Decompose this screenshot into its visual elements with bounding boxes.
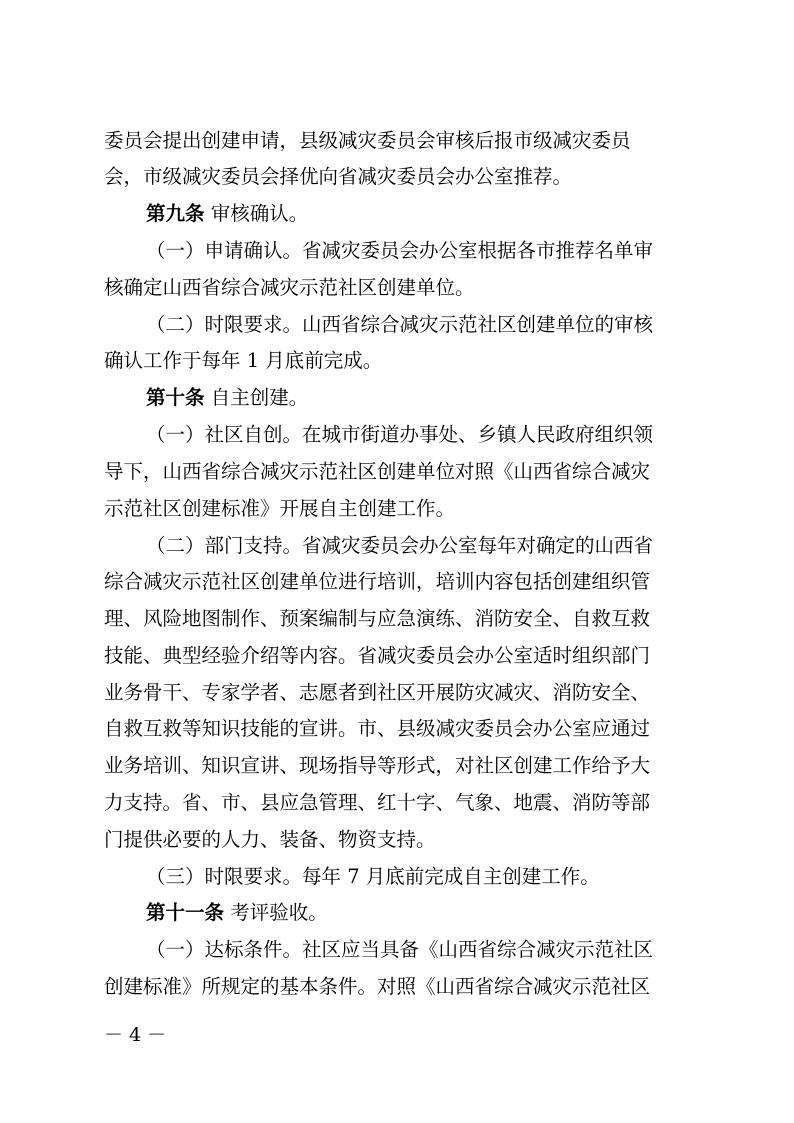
text-line (104, 455, 794, 489)
text-line (104, 749, 794, 783)
text-line (104, 492, 794, 526)
text-line (146, 933, 794, 967)
text-line (104, 786, 794, 820)
line-text: 业务培训、知识宣讲、现场指导等形式，对社区创建工作给予大 (104, 754, 651, 777)
line-text: 力支持。省、市、县应急管理、红十字、气象、地震、消防等部 (104, 791, 651, 814)
text-line (104, 676, 794, 710)
text-line (104, 602, 794, 636)
text-line (104, 124, 794, 158)
line-text: 门提供必要的人力、装备、物资支持。 (104, 828, 436, 851)
line-text: （一）申请确认。省减灾委员会办公室根据各市推荐名单审 (146, 239, 654, 262)
text-line (104, 970, 794, 1004)
line-text: 委员会提出创建申请，县级减灾委员会审核后报市级减灾委员 (104, 129, 631, 152)
text-line (104, 639, 794, 673)
line-text: 会，市级减灾委员会择优向省减灾委员会办公室推荐。 (104, 165, 573, 188)
article-title: 审核确认。 (210, 202, 309, 225)
text-line (104, 565, 794, 599)
line-text: 核确定山西省综合减灾示范社区创建单位。 (104, 276, 475, 299)
page-number: － 4 － (104, 1024, 167, 1046)
article-number: 第十一条 (146, 901, 225, 924)
line-text: （二）部门支持。省减灾委员会办公室每年对确定的山西省 (146, 534, 654, 557)
line-text: 示范社区创建标准》开展自主创建工作。 (104, 497, 456, 520)
line-text: 确认工作于每年 1 月底前完成。 (104, 349, 383, 372)
article-heading-line (146, 896, 794, 930)
article-heading-line (146, 197, 794, 231)
line-text: 业务骨干、专家学者、志愿者到社区开展防灾减灾、消防安全、 (104, 681, 651, 704)
text-line (104, 160, 794, 194)
line-text: 创建标准》所规定的基本条件。对照《山西省综合减灾示范社区 (104, 975, 651, 998)
text-line (104, 712, 794, 746)
text-line (146, 308, 794, 342)
line-text: 技能、典型经验介绍等内容。省减灾委员会办公室适时组织部门 (104, 644, 651, 667)
line-text: （三）时限要求。每年 7 月底前完成自主创建工作。 (146, 865, 600, 888)
article-heading-line (146, 381, 794, 415)
text-line (146, 234, 794, 268)
line-text: 综合减灾示范社区创建单位进行培训，培训内容包括创建组织管 (104, 570, 651, 593)
text-line (104, 344, 794, 378)
text-line (146, 418, 794, 452)
line-text: 自救互救等知识技能的宣讲。市、县级减灾委员会办公室应通过 (104, 717, 651, 740)
article-number: 第九条 (146, 202, 205, 225)
article-title: 自主创建。 (210, 386, 309, 409)
line-text: （一）社区自创。在城市街道办事处、乡镇人民政府组织领 (146, 423, 654, 446)
article-title: 考评验收。 (230, 901, 328, 924)
text-line (104, 823, 794, 857)
line-text: （一）达标条件。社区应当具备《山西省综合减灾示范社区 (146, 938, 654, 961)
text-line (146, 860, 794, 894)
article-number: 第十条 (146, 386, 205, 409)
text-line (104, 271, 794, 305)
text-line (146, 529, 794, 563)
line-text: 理、风险地图制作、预案编制与应急演练、消防安全、自救互救 (104, 607, 651, 630)
line-text: 导下，山西省综合减灾示范社区创建单位对照《山西省综合减灾 (104, 460, 651, 483)
line-text: （二）时限要求。山西省综合减灾示范社区创建单位的审核 (146, 313, 654, 336)
